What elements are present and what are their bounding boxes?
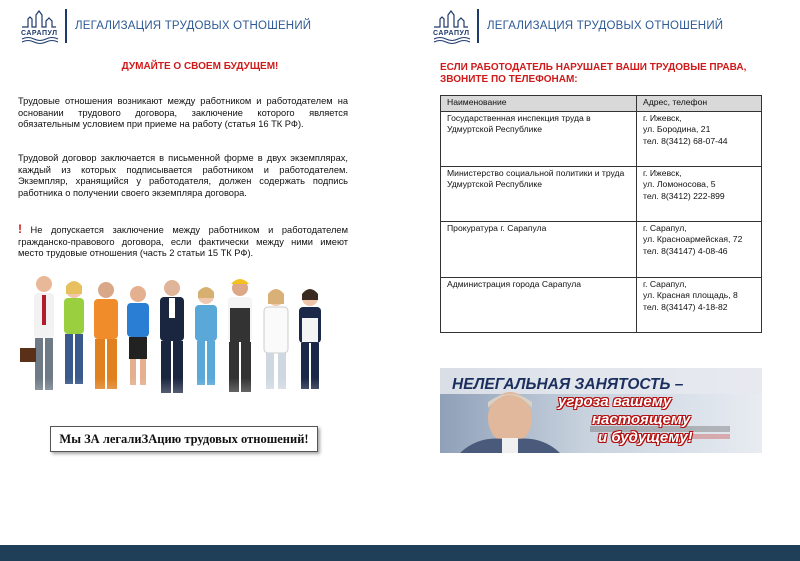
illegal-employment-banner — [440, 368, 762, 453]
worker-blue-shirt-figure — [127, 286, 149, 385]
org-street: ул. Красноармейская, 72 — [643, 234, 743, 245]
org-phone: тел. 8(3412) 68-07-44 — [643, 135, 728, 146]
banner-subtitle-line1: угроза вашему — [558, 393, 672, 410]
org-address — [637, 221, 762, 277]
table-row — [441, 111, 762, 166]
worker-orange-overalls-figure — [94, 282, 118, 389]
left-page — [0, 0, 400, 545]
org-street: ул. Бородина, 21 — [643, 124, 711, 135]
sarapul-logo-icon — [18, 9, 60, 45]
org-address — [637, 277, 762, 332]
worker-waitress-figure — [299, 289, 321, 389]
sarapul-logo-icon — [430, 9, 472, 45]
org-name: Государственная инспекция труда в Удмуртской Республике — [441, 111, 637, 166]
org-name: Администрация города Сарапула — [441, 277, 637, 332]
left-heading: ДУМАЙТЕ О СВОЕМ БУДУЩЕМ! — [121, 61, 279, 72]
footer-bar — [0, 545, 800, 561]
right-page — [400, 0, 800, 545]
paragraph-civil-contract — [18, 224, 348, 260]
org-name: Прокуратура г. Сарапула — [441, 221, 637, 277]
table-row — [441, 277, 762, 332]
contacts-table — [440, 95, 762, 333]
logo-text: САРАПУЛ — [433, 30, 470, 37]
header-divider — [477, 9, 479, 43]
right-heading-line1: ЕСЛИ РАБОТОДАТЕЛЬ НАРУШАЕТ ВАШИ ТРУДОВЫЕ ПРАВА, — [440, 62, 747, 73]
banner-subtitle-line2: настоящему — [592, 411, 691, 428]
paragraph-civil-contract-text: Не допускается заключение между работником и работодателем гражданско-правового договора, если фактически между ними имеют место трудовые отношения (часть 2 статьи 15 ТК РФ). — [18, 225, 348, 258]
org-phone: тел. 8(34147) 4-08-46 — [643, 245, 728, 256]
worker-green-shirt-figure — [64, 281, 84, 384]
logo-text: САРАПУЛ — [21, 30, 58, 37]
workers-group-image — [14, 268, 350, 428]
right-heading-line2: ЗВОНИТЕ ПО ТЕЛЕФОНАМ: — [440, 74, 578, 85]
right-heading — [440, 62, 780, 86]
worker-nurse-figure — [195, 287, 217, 385]
worker-businessman-figure — [20, 276, 54, 390]
paragraph-contract-form: Трудовой договор заключается в письменной форме в двух экземплярах, каждый из которых подписывается работником и работодателем. Экземпляр, хранящийся у работодателя, должен содержать подпись работника о получении своего экземпляра договора. — [18, 153, 348, 198]
org-city: г. Сарапул, — [643, 278, 687, 289]
org-city: г. Ижевск, — [643, 112, 682, 123]
header-divider — [65, 9, 67, 43]
table-row — [441, 221, 762, 277]
table-header-row — [441, 96, 762, 112]
org-phone: тел. 8(34147) 4-18-82 — [643, 301, 728, 312]
org-city: г. Сарапул, — [643, 222, 687, 233]
org-phone: тел. 8(3412) 222-899 — [643, 190, 725, 201]
header-title: ЛЕГАЛИЗАЦИЯ ТРУДОВЫХ ОТНОШЕНИЙ — [75, 20, 312, 32]
org-street: ул. Красная площадь, 8 — [643, 290, 738, 301]
paragraph-labor-relations: Трудовые отношения возникают между работником и работодателем на основании трудового договора, заключение которого является обязательным условием при приеме на работу (статья 16 ТК РФ). — [18, 96, 348, 129]
worker-builder-figure — [228, 279, 252, 392]
org-name: Министерство социальной политики и труда Удмуртской Республике — [441, 166, 637, 221]
column-header-address: Адрес, телефон — [637, 96, 762, 112]
org-address — [637, 166, 762, 221]
slogan-box: Мы ЗА легалиЗАцию трудовых отношений! — [50, 426, 318, 452]
banner-title: НЕЛЕГАЛЬНАЯ ЗАНЯТОСТЬ – — [452, 376, 684, 393]
banner-subtitle-line3: и будущему! — [598, 429, 693, 446]
org-address — [637, 111, 762, 166]
column-header-name: Наименование — [441, 96, 637, 112]
worker-doctor-figure — [264, 289, 288, 389]
table-row — [441, 166, 762, 221]
org-city: г. Ижевск, — [643, 167, 682, 178]
org-street: ул. Ломоносова, 5 — [643, 179, 716, 190]
exclamation-mark: ! — [18, 222, 22, 236]
worker-suit-figure — [160, 280, 184, 393]
header-title: ЛЕГАЛИЗАЦИЯ ТРУДОВЫХ ОТНОШЕНИЙ — [487, 20, 724, 32]
